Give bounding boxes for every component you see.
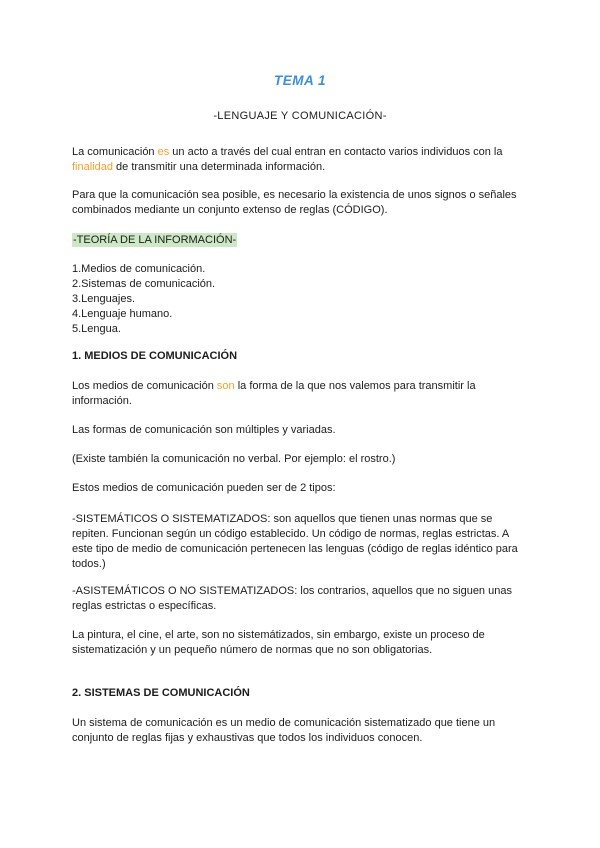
intro-keyword-es: es: [157, 146, 170, 158]
list-item: 5.Lengua.: [72, 323, 121, 335]
section2-paragraph-1: Un sistema de comunicación es un medio de comunicación sistematizado que tiene un conjunto de reglas fijas y exhaustivas que todos los individuos conocen.: [72, 717, 496, 744]
list-item: 4.Lenguaje humano.: [72, 308, 173, 320]
section1-paragraph-5: -SISTEMÁTICOS O SISTEMATIZADOS: son aquellos que tienen unas normas que se repiten. Funcionan según un código establecido. Un código de normas, reglas estrictas. A este tipo de medio de comunicación pertenecen las lenguas (código de reglas idéntico para todos.): [72, 513, 518, 570]
theory-list: [72, 262, 532, 337]
section1-heading: 1. MEDIOS DE COMUNICACIÓN: [72, 350, 238, 362]
page-title: TEMA 1: [273, 73, 326, 88]
list-item: 2.Sistemas de comunicación.: [72, 278, 216, 290]
signs-paragraph: Para que la comunicación sea posible, es necesario la existencia de unos signos o señales combinados mediante un conjunto extenso de reglas (CÓDIGO).: [72, 189, 517, 216]
section1-paragraph-7: La pintura, el cine, el arte, son no sistemátizados, sin embargo, existe un proceso de sistematización y un pequeño número de normas que no son obligatorias.: [72, 629, 485, 656]
page-subtitle: -LENGUAJE Y COMUNICACIÓN-: [213, 110, 387, 122]
section1-paragraph-6: -ASISTEMÁTICOS O NO SISTEMATIZADOS: los contrarios, aquellos que no siguen unas reglas estrictas o específicas.: [72, 585, 512, 612]
list-item: 1.Medios de comunicación.: [72, 263, 206, 275]
section1-paragraph-3: (Existe también la comunicación no verbal. Por ejemplo: el rostro.): [72, 453, 396, 465]
intro-text-3: de transmitir una determinada información.: [112, 161, 326, 173]
intro-keyword-finalidad: finalidad: [72, 161, 113, 173]
section1-p1-text-1: Los medios de comunicación: [72, 380, 217, 392]
section1-paragraph-4: Estos medios de comunicación pueden ser de 2 tipos:: [72, 482, 336, 494]
intro-paragraph: [72, 145, 532, 175]
section1-paragraph-1: [72, 379, 532, 409]
theory-heading: -TEORÍA DE LA INFORMACIÓN-: [73, 234, 237, 246]
intro-text-2: un acto a través del cual entran en contacto varios individuos con la: [169, 146, 503, 158]
section1-paragraph-2: Las formas de comunicación son múltiples y variadas.: [72, 424, 336, 436]
list-item: 3.Lenguajes.: [72, 293, 135, 305]
section2-heading: 2. SISTEMAS DE COMUNICACIÓN: [72, 687, 250, 699]
intro-text-1: La comunicación: [72, 146, 158, 158]
section1-keyword-son: son: [216, 380, 235, 392]
theory-heading-line: [72, 233, 532, 248]
section1-p1-text-2: la forma de la que nos valemos para transmitir la información.: [72, 380, 476, 407]
